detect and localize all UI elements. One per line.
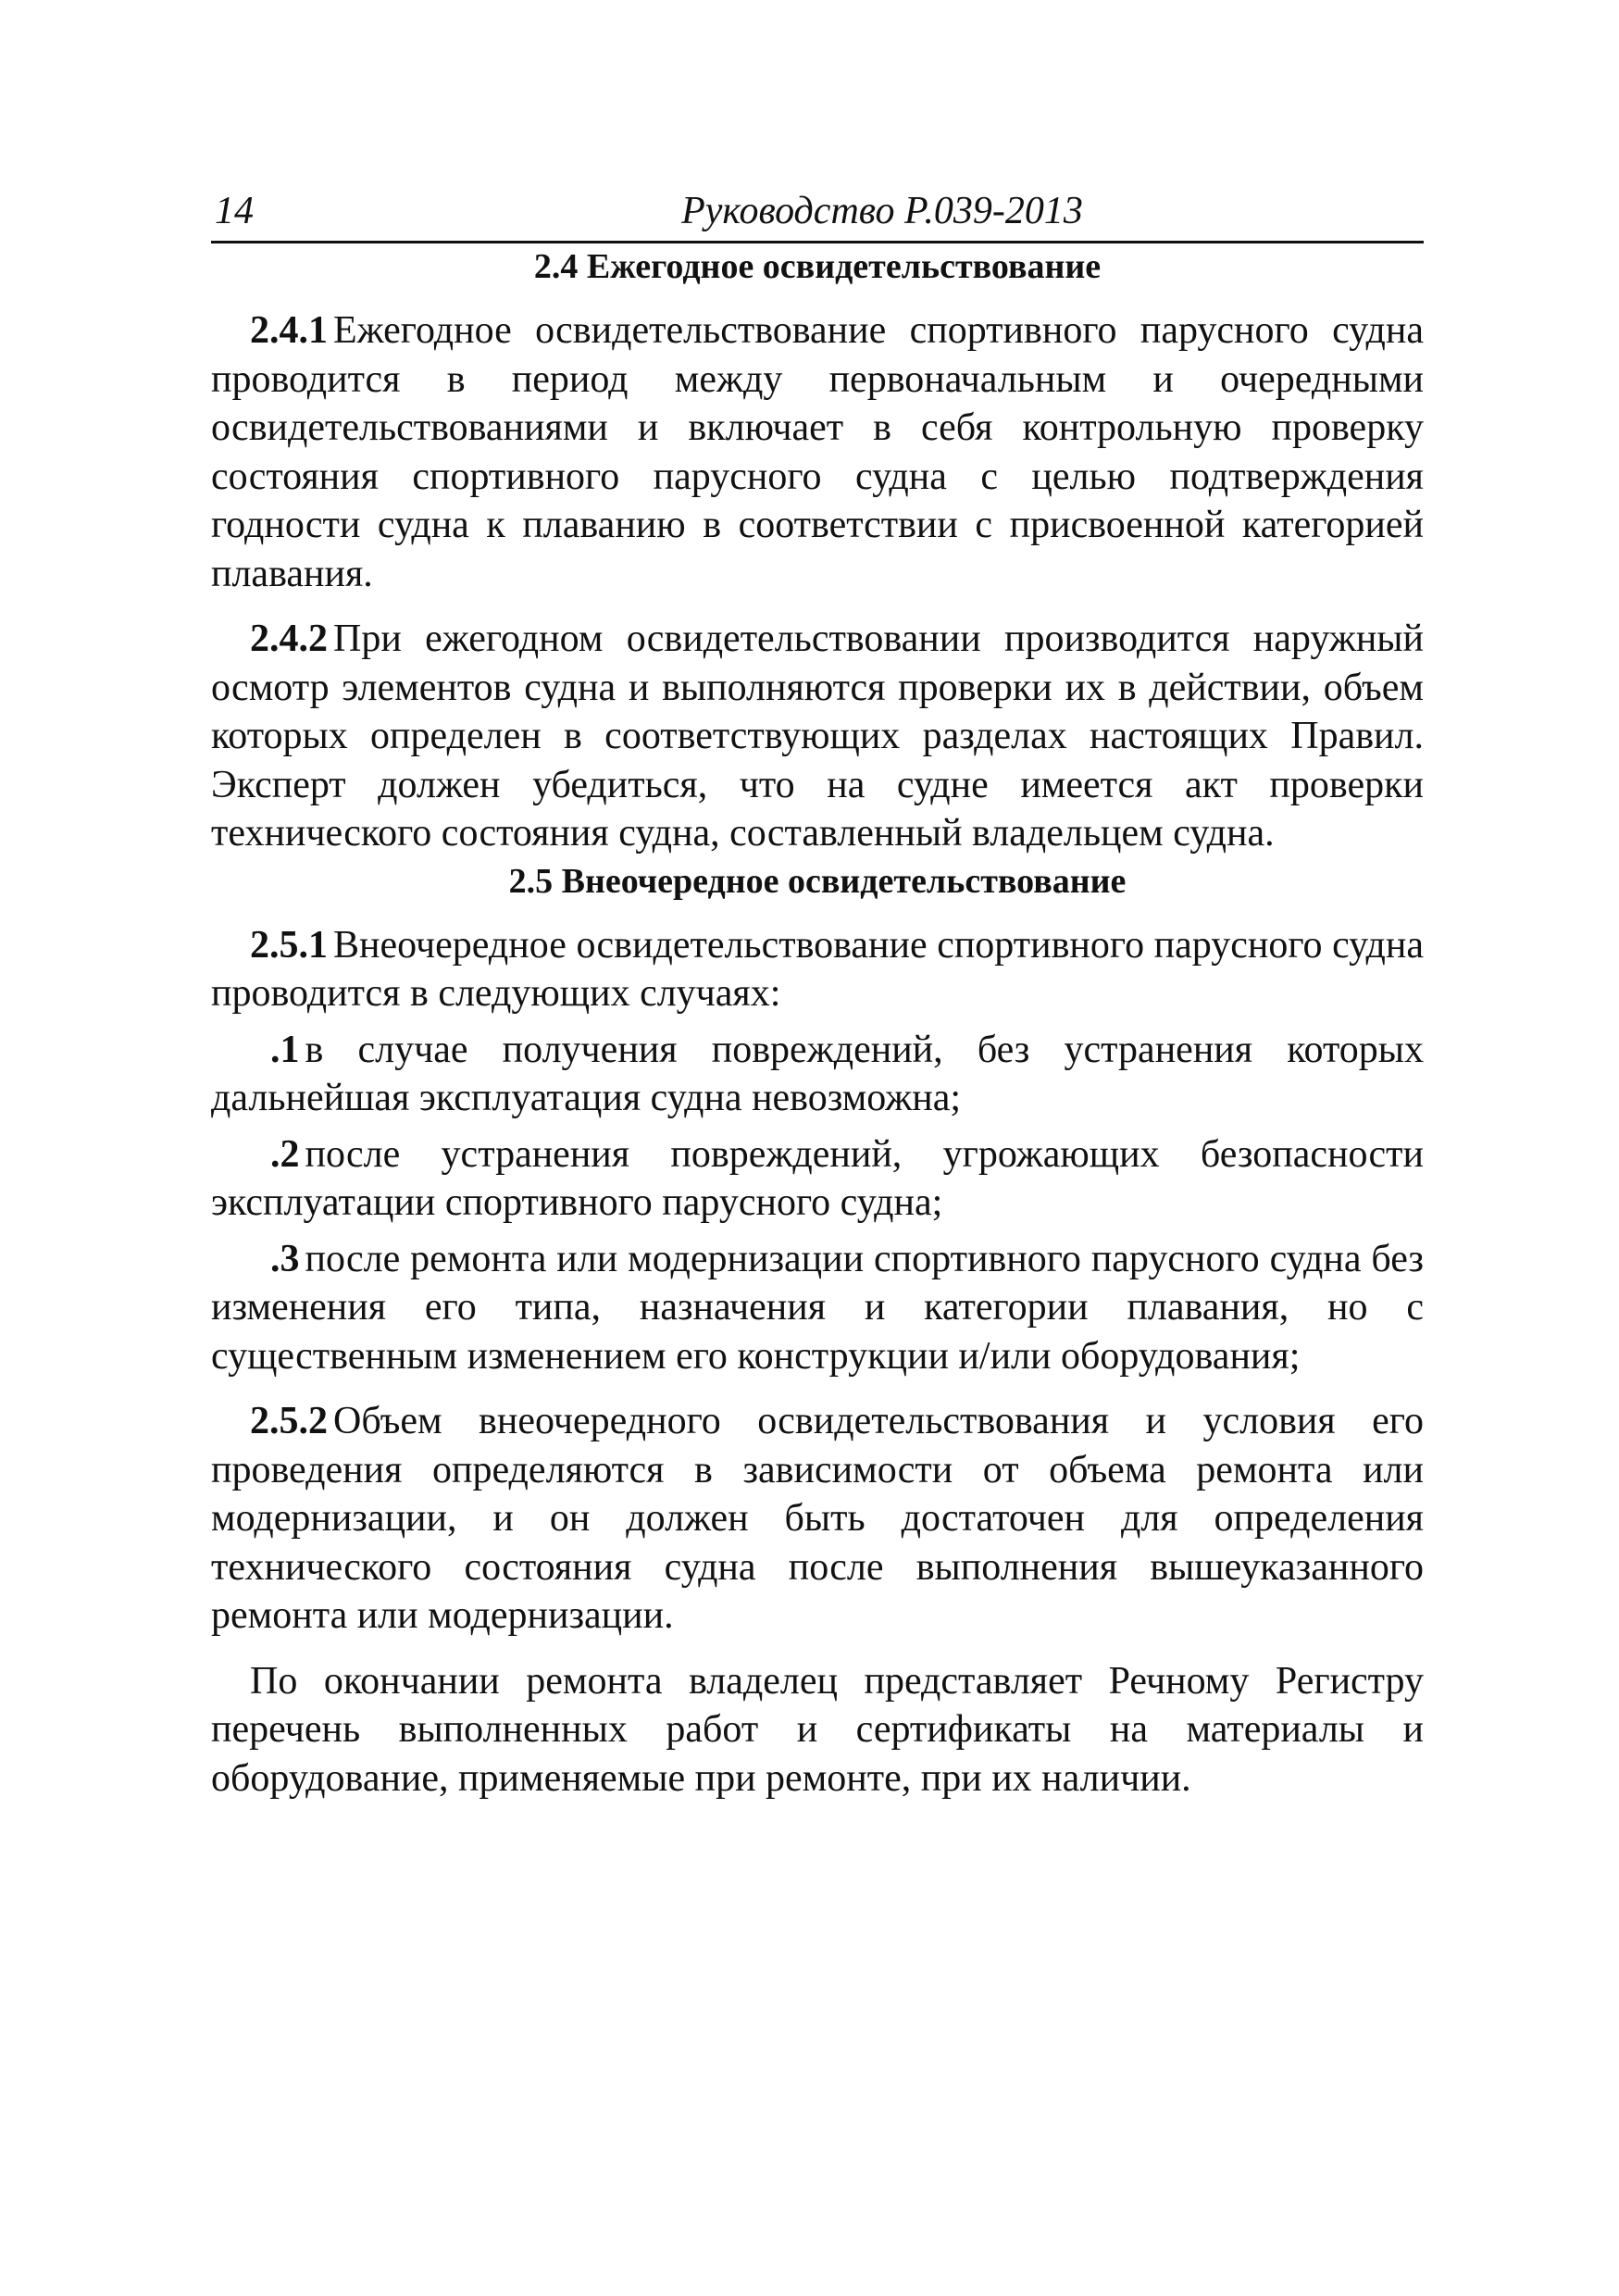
paragraph-2-5-1 bbox=[211, 921, 1424, 1018]
paragraph-2-5-2 bbox=[211, 1397, 1424, 1641]
item-text: в случае получения повреждений, без устранения которых дальнейшая эксплуатация судна невозможна; bbox=[211, 1028, 1424, 1119]
paragraph-text: Внеочередное освидетельствование спортивного парусного судна проводится в следующих случаях: bbox=[211, 923, 1424, 1015]
paragraph-text: Ежегодное освидетельствование спортивного парусного судна проводится в период между первоначальным и очередными освидетельствованиями и включает в себя контрольную проверку состояния спортивного парусного судна с целью подтверждения годности судна к плаванию в соответствии с присвоенной категорией плавания. bbox=[211, 309, 1424, 595]
document-title: Руководство Р.039-2013 bbox=[681, 190, 1083, 232]
page-number: 14 bbox=[215, 190, 254, 232]
list-item-1 bbox=[211, 1026, 1424, 1123]
paragraph-2-4-1 bbox=[211, 306, 1424, 598]
paragraph-number: 2.5.2 bbox=[250, 1400, 328, 1442]
paragraph-number: 2.4.1 bbox=[250, 309, 328, 352]
section-heading-2-4: 2.4 Ежегодное освидетельствование bbox=[533, 247, 1102, 286]
paragraph-text: По окончании ремонта владелец представляет Речному Регистру перечень выполненных работ и сертификаты на материалы и оборудование, применяемые при ремонте, при их наличии. bbox=[211, 1659, 1424, 1800]
section-heading-2-5: 2.5 Внеочередное освидетельствование bbox=[508, 861, 1127, 901]
paragraph-text: Объем внеочередного освидетельствования и условия его проведения определяются в зависимости от объема ремонта или модернизации, и он должен быть достаточен для определения технического состояния судна после выполнения вышеуказанного ремонта или модернизации. bbox=[211, 1400, 1424, 1637]
paragraph-number: 2.5.1 bbox=[250, 923, 328, 967]
item-number: .2 bbox=[270, 1132, 300, 1176]
list-item-2 bbox=[211, 1130, 1424, 1228]
paragraph-2-4-2 bbox=[211, 615, 1424, 858]
paragraph-number: 2.4.2 bbox=[250, 618, 328, 660]
item-text: после устранения повреждений, угрожающих безопасности эксплуатации спортивного парусного судна; bbox=[211, 1132, 1424, 1224]
paragraph-after-repair bbox=[211, 1657, 1424, 1803]
item-number: .1 bbox=[270, 1028, 300, 1071]
list-item-3 bbox=[211, 1235, 1424, 1381]
item-number: .3 bbox=[270, 1237, 300, 1280]
item-text: после ремонта или модернизации спортивного парусного судна без изменения его типа, назначения и категории плавания, но с существенным изменением его конструкции и/или оборудования; bbox=[211, 1237, 1424, 1378]
paragraph-text: При ежегодном освидетельствовании производится наружный осмотр элементов судна и выполняются проверки их в действии, объем которых определен в соответствующих разделах настоящих Правил. Эксперт должен убедиться, что на судне имеется акт проверки технического состояния судна, составленный владельцем судна. bbox=[211, 618, 1424, 855]
document-page bbox=[211, 185, 1424, 1803]
running-header bbox=[211, 185, 1424, 243]
